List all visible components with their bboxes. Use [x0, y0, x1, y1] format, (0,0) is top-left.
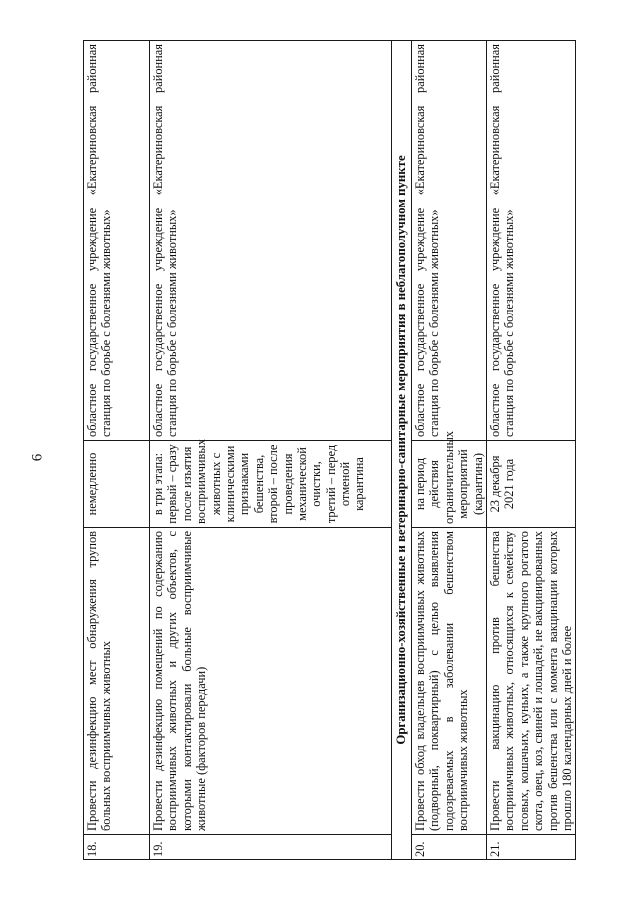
deadline-text: на период действия ограничительных мероприятий (карантина)	[412, 441, 487, 528]
measure-text: Провести обход владельцев восприимчивых животных (подворный, поквартирный) с целью выявления подозреваемых в заболевании бешенством восприимчивых животных	[412, 528, 487, 835]
responsible-text: областное государственное учреждение «Екатериновская районная станция по борьбе с болезнями животных»	[486, 41, 575, 441]
measure-text: Провести вакцинацию против бешенства восприимчивых животных, относящихся к семейству псовых, кошачьих, куньих, а также крупного рогатого скота, овец, коз, свиней и лошадей, не вакцинированных против бешенства или с момента вакцинации которых прошло 180 календарных дней и более	[486, 528, 575, 835]
deadline-text: немедленно	[84, 441, 150, 528]
table-row	[486, 41, 575, 860]
responsible-text: областное государственное учреждение «Екатериновская районная станция по борьбе с болезнями животных»	[150, 41, 392, 441]
responsible-text: областное государственное учреждение «Екатериновская районная станция по борьбе с болезнями животных»	[412, 41, 487, 441]
rotated-table-container	[83, 40, 574, 860]
row-number: 19.	[150, 835, 392, 860]
measure-text: Провести дезинфекцию мест обнаружения трупов больных восприимчивых животных	[84, 528, 150, 835]
section-heading: Организационно-хозяйственные и ветеринарно-санитарные мероприятия в неблагополучном пункте	[392, 41, 412, 860]
row-number: 21.	[486, 835, 575, 860]
page-number: 6	[29, 453, 46, 462]
measures-table	[83, 40, 576, 860]
table-row	[84, 41, 150, 860]
row-number: 18.	[84, 835, 150, 860]
deadline-text: 23 декабря 2021 года	[486, 441, 575, 528]
row-number: 20.	[412, 835, 487, 860]
deadline-text: в три этапа: первый – сразу после изъятия восприимчивых животных с клиническими признаками бешенства, второй – после проведения механической очистки, третий – перед отменой карантина	[150, 441, 392, 528]
table-row	[412, 41, 487, 860]
section-row	[392, 41, 412, 860]
table-row	[150, 41, 392, 860]
measure-text: Провести дезинфекцию помещений по содержанию восприимчивых животных и других объектов, с которыми контактировали больные восприимчивые животные (факторов передачи)	[150, 528, 392, 835]
responsible-text: областное государственное учреждение «Екатериновская районная станция по борьбе с болезнями животных»	[84, 41, 150, 441]
